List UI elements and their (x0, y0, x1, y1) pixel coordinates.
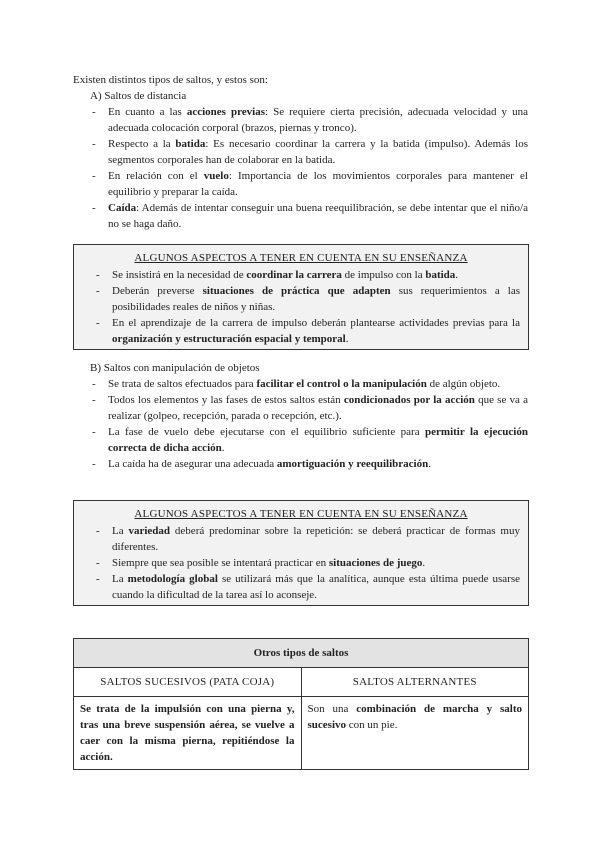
table-title: Otros tipos de saltos (74, 639, 529, 668)
cell-successive: Se trata de la impulsión con una pierna y, tras una breve suspensión aérea, se vuelve a caer con la misma pierna, repitiéndose la acción. (74, 697, 302, 770)
list-item: - Deberán preverse situaciones de práctica que adapten sus requerimientos a las posibilidades reales de niños y niñas. (94, 283, 520, 315)
intro-text: Existen distintos tipos de saltos, y estos son: (73, 74, 268, 86)
section-b-title: B) Saltos con manipulación de objetos (90, 362, 260, 374)
box-a-list (82, 267, 520, 347)
list-item: - La metodología global se utilizará más que la analítica, aunque esta última puede usarse cuando la dificultad de la tarea así lo aconseje. (94, 571, 520, 603)
teaching-aspects-box-b (73, 500, 529, 606)
list-item: - En cuanto a las acciones previas: Se requiere cierta precisión, adecuada velocidad y una adecuada colocación corporal (brazos, piernas y tronco). (90, 104, 528, 136)
list-item: - Todos los elementos y las fases de estos saltos están condicionados por la acción que se va a realizar (golpeo, recepción, parada o recepción, etc.). (90, 392, 528, 424)
section-b-list (90, 376, 528, 472)
section-a-title: A) Saltos de distancia (90, 90, 187, 102)
list-item: - Caída: Además de intentar conseguir una buena reequilibración, se debe intentar que el niño/a no se haga daño. (90, 200, 528, 232)
section-a-list (90, 104, 528, 232)
box-a-title: ALGUNOS ASPECTOS A TENER EN CUENTA EN SU ENSEÑANZA (134, 252, 468, 264)
list-item: - La caída ha de asegurar una adecuada amortiguación y reequilibración. (90, 456, 528, 472)
list-item: - Siempre que sea posible se intentará practicar en situaciones de juego. (94, 555, 520, 571)
list-item: - La fase de vuelo debe ejecutarse con el equilibrio suficiente para permitir la ejecución correcta de dicha acción. (90, 424, 528, 456)
teaching-aspects-box-a (73, 244, 529, 350)
list-item: - En el aprendizaje de la carrera de impulso deberán plantearse actividades previas para la organización y estructuración espacial y temporal. (94, 315, 520, 347)
column-header-alternating: SALTOS ALTERNANTES (301, 668, 529, 697)
box-b-list (82, 523, 520, 603)
column-header-successive: SALTOS SUCESIVOS (PATA COJA) (74, 668, 302, 697)
other-jumps-table (73, 638, 529, 770)
list-item: - En relación con el vuelo: Importancia de los movimientos corporales para mantener el equilibrio y preparar la caída. (90, 168, 528, 200)
list-item: - Se insistirá en la necesidad de coordinar la carrera de impulso con la batida. (94, 267, 520, 283)
list-item: - Respecto a la batida: Es necesario coordinar la carrera y la batida (impulso). Además los segmentos corporales han de colaborar en la batida. (90, 136, 528, 168)
list-item: - Se trata de saltos efectuados para facilitar el control o la manipulación de algún objeto. (90, 376, 528, 392)
box-b-title: ALGUNOS ASPECTOS A TENER EN CUENTA EN SU ENSEÑANZA (134, 508, 468, 520)
cell-alternating: Son una combinación de marcha y salto sucesivo con un pie. (301, 697, 529, 770)
list-item: - La variedad deberá predominar sobre la repetición: se deberá practicar de formas muy diferentes. (94, 523, 520, 555)
